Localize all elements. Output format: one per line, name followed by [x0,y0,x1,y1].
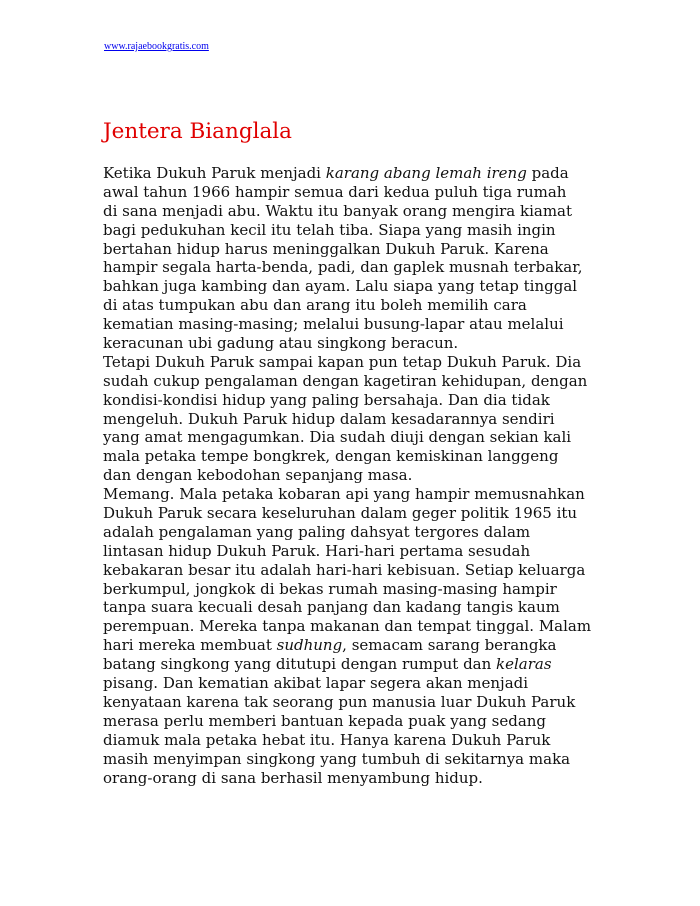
text-line [103,410,603,429]
text-line [103,391,603,410]
text-line [103,372,603,391]
text-segment: perempuan. Mereka tanpa makanan dan tempat tinggal. Malam [103,617,592,636]
text-line [103,202,603,221]
text-line [103,580,603,599]
text-line [103,712,603,731]
text-line [103,183,603,202]
text-segment: sudah cukup pengalaman dengan kagetiran kehidupan, dengan [103,371,588,390]
text-line [103,485,603,504]
text-segment: mengeluh. Dukuh Paruk hidup dalam kesadarannya sendiri [103,409,555,428]
text-segment: kebakaran besar itu adalah hari-hari kebisuan. Setiap keluarga [103,560,586,579]
text-segment: di atas tumpukan abu dan arang itu boleh memilih cara [103,296,527,315]
text-line [103,655,603,674]
text-line [103,598,603,617]
text-line [103,769,603,788]
body-text [103,164,603,787]
text-line [103,731,603,750]
text-line [103,523,603,542]
page-title: Jentera Bianglala [103,119,292,144]
text-segment: tanpa suara kecuali desah panjang dan kadang tangis kaum [103,598,560,617]
text-segment: , semacam sarang berangka [342,636,557,655]
text-line [103,240,603,259]
text-line [103,428,603,447]
text-segment: pisang. Dan kematian akibat lapar segera akan menjadi [103,674,529,693]
text-line [103,561,603,580]
text-line [103,636,603,655]
text-line [103,750,603,769]
text-segment: awal tahun 1966 hampir semua dari kedua puluh tiga rumah [103,182,567,201]
text-line [103,315,603,334]
text-line [103,674,603,693]
text-segment: adalah pengalaman yang paling dahsyat tergores dalam [103,522,531,541]
text-line [103,164,603,183]
text-segment: Dukuh Paruk secara keseluruhan dalam geger politik 1965 itu [103,504,578,523]
text-line [103,334,603,353]
text-segment: kematian masing-masing; melalui busung-lapar atau melalui [103,315,564,334]
text-segment: berkumpul, jongkok di bekas rumah masing-masing hampir [103,579,557,598]
italic-term: karang abang lemah ireng [325,164,527,182]
text-line [103,221,603,240]
text-segment: di sana menjadi abu. Waktu itu banyak orang mengira kiamat [103,201,573,220]
text-line [103,466,603,485]
text-segment: Tetapi Dukuh Paruk sampai kapan pun tetap Dukuh Paruk. Dia [103,352,582,371]
source-link[interactable]: www.rajaebookgratis.com [104,41,209,52]
text-line [103,542,603,561]
text-segment: bertahan hidup harus meninggalkan Dukuh Paruk. Karena [103,239,549,258]
text-segment: batang singkong yang ditutupi dengan rumput dan [103,655,497,674]
text-line [103,617,603,636]
text-segment: dan dengan kebodohan sepanjang masa. [103,466,413,485]
text-segment: bahkan juga kambing dan ayam. Lalu siapa yang tetap tinggal [103,277,578,296]
text-segment: orang-orang di sana berhasil menyambung hidup. [103,768,483,787]
text-segment: masih menyimpan singkong yang tumbuh di sekitarnya maka [103,749,571,768]
text-segment: keracunan ubi gadung atau singkong beracun. [103,334,459,353]
text-line [103,258,603,277]
text-segment: hampir segala harta-benda, padi, dan gaplek musnah terbakar, [103,258,583,277]
text-segment: diamuk mala petaka hebat itu. Hanya karena Dukuh Paruk [103,730,551,749]
text-line [103,353,603,372]
italic-term: sudhung [276,636,343,655]
text-segment: pada [526,164,569,182]
text-segment: kondisi-kondisi hidup yang paling bersahaja. Dan dia tidak [103,390,550,409]
text-segment: hari mereka membuat [103,636,277,655]
italic-term: kelaras [496,655,552,674]
text-segment: kenyataan karena tak seorang pun manusia luar Dukuh Paruk [103,692,576,711]
text-line [103,693,603,712]
text-segment: mala petaka tempe bongkrek, dengan kemiskinan langgeng [103,447,559,466]
text-segment: merasa perlu memberi bantuan kepada puak yang sedang [103,711,547,730]
text-line [103,447,603,466]
text-segment: Memang. Mala petaka kobaran api yang hampir memusnahkan [103,485,585,504]
text-segment: yang amat mengagumkan. Dia sudah diuji dengan sekian kali [103,428,572,447]
text-segment: lintasan hidup Dukuh Paruk. Hari-hari pertama sesudah [103,541,531,560]
text-segment: bagi pedukuhan kecil itu telah tiba. Siapa yang masih ingin [103,220,556,239]
text-line [103,504,603,523]
text-segment: Ketika Dukuh Paruk menjadi [103,164,326,182]
text-line [103,296,603,315]
text-line [103,277,603,296]
